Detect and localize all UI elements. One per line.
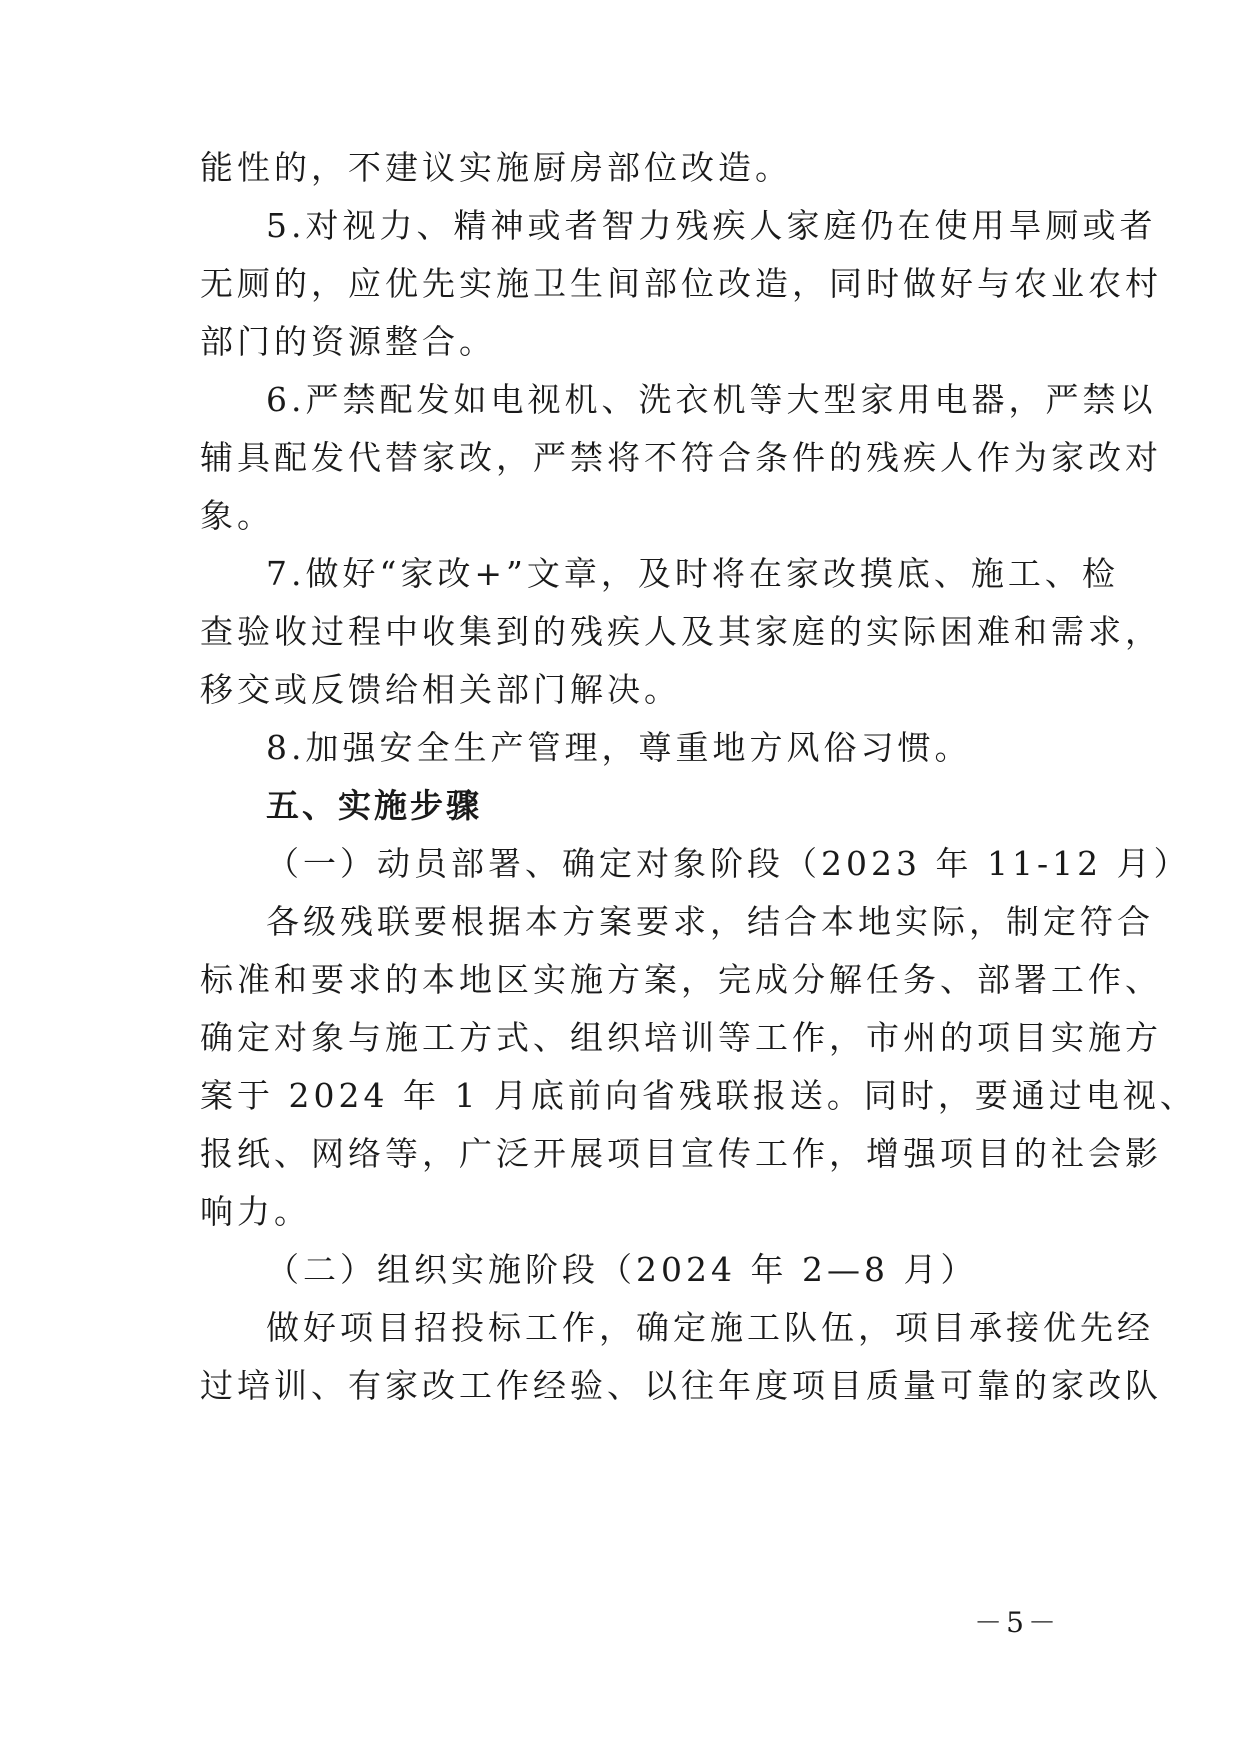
paragraph-line: 部门的资源整合。	[200, 322, 496, 361]
paragraph-line: 响力。	[200, 1192, 311, 1231]
paragraph-line: 报纸、网络等，广泛开展项目宣传工作，增强项目的社会影	[200, 1134, 1162, 1173]
paragraph-line: 辅具配发代替家改，严禁将不符合条件的残疾人作为家改对	[200, 438, 1162, 477]
section-heading: 五、实施步骤	[266, 786, 482, 825]
subsection-heading: （一）动员部署、确定对象阶段（2023 年 11-12 月）	[266, 844, 1191, 883]
paragraph-line: 做好项目招投标工作，确定施工队伍，项目承接优先经	[266, 1308, 1154, 1347]
paragraph-line: 过培训、有家改工作经验、以往年度项目质量可靠的家改队	[200, 1366, 1162, 1405]
paragraph-line: 无厕的，应优先实施卫生间部位改造，同时做好与农业农村	[200, 264, 1162, 303]
paragraph-line: 5.对视力、精神或者智力残疾人家庭仍在使用旱厕或者	[266, 206, 1157, 245]
paragraph-line: 标准和要求的本地区实施方案，完成分解任务、部署工作、	[200, 960, 1162, 999]
paragraph-line: 6.严禁配发如电视机、洗衣机等大型家用电器，严禁以	[266, 380, 1157, 419]
page-number: －5－	[974, 1606, 1060, 1639]
paragraph-line: 案于 2024 年 1 月底前向省残联报送。同时，要通过电视、	[200, 1076, 1197, 1115]
paragraph-line: 能性的，不建议实施厨房部位改造。	[200, 148, 792, 187]
paragraph-line: 确定对象与施工方式、组织培训等工作，市州的项目实施方	[200, 1018, 1162, 1057]
paragraph-line: 各级残联要根据本方案要求，结合本地实际，制定符合	[266, 902, 1154, 941]
paragraph-line: 7.做好“家改+”文章，及时将在家改摸底、施工、检	[266, 554, 1119, 593]
paragraph-line: 8.加强安全生产管理，尊重地方风俗习惯。	[266, 728, 972, 767]
paragraph-line: 象。	[200, 496, 274, 535]
subsection-heading: （二）组织实施阶段（2024 年 2—8 月）	[266, 1250, 978, 1289]
paragraph-line: 移交或反馈给相关部门解决。	[200, 670, 681, 709]
paragraph-line: 查验收过程中收集到的残疾人及其家庭的实际困难和需求，	[200, 612, 1162, 651]
